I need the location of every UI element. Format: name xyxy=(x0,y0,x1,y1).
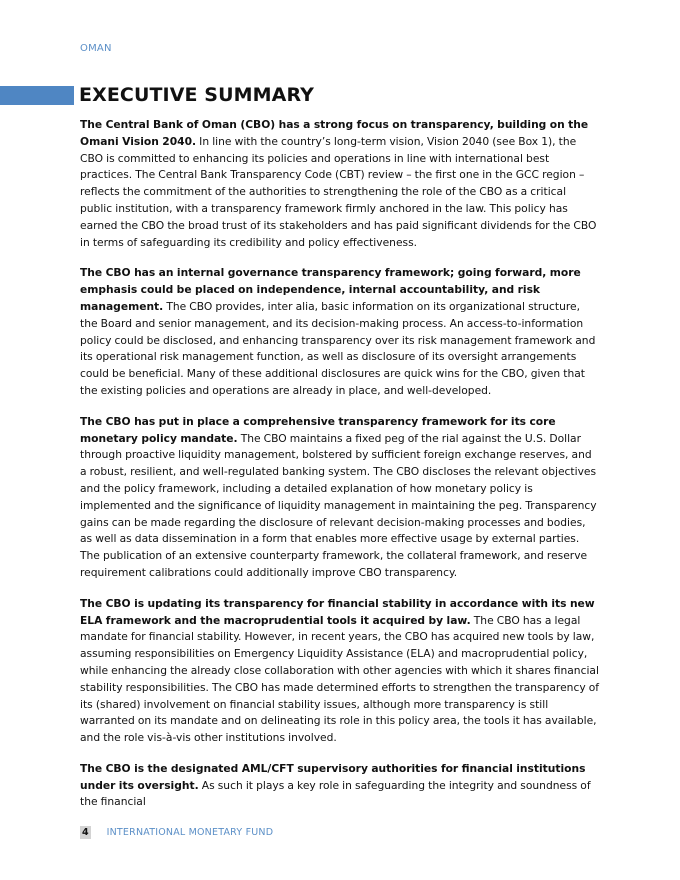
paragraph-internal-governance xyxy=(80,265,600,399)
page-footer xyxy=(80,826,273,839)
paragraph-transparency-focus xyxy=(80,117,600,251)
paragraph-financial-stability xyxy=(80,596,600,747)
footer-publisher: INTERNATIONAL MONETARY FUND xyxy=(106,827,274,838)
section-accent-bar xyxy=(0,86,74,105)
page-number: 4 xyxy=(82,827,89,838)
paragraph-text: The CBO maintains a fixed peg of the rial against the U.S. Dollar through proactive liquidity management, bolstered by sufficient foreign exchange reserves, and a robust, resilient, and well-regulated banking system. The CBO discloses the relevant objectives and the policy framework, including a detailed explanation of how monetary policy is implemented and the significance of liquidity management in maintaining the peg. Transparency gains can be made regarding the disclosure of relevant decision-making processes and bodies, as well as data dissemination in a form that enables more effective usage by external parties. The publication of an extensive counterparty framework, the collateral framework, and reserve requirement calibrations could additionally improve CBO transparency. xyxy=(80,431,597,579)
paragraph-lead: The CBO is updating its transparency for financial stability in accordance with its new ELA framework and the macroprudential tools it acquired by law. xyxy=(80,596,595,627)
paragraph-lead: The CBO has put in place a comprehensive transparency framework for its core monetary policy mandate. xyxy=(80,414,556,445)
paragraph-aml-cft xyxy=(80,761,600,811)
section-title: EXECUTIVE SUMMARY xyxy=(79,84,314,106)
paragraph-text: In line with the country’s long-term vision, Vision 2040 (see Box 1), the CBO is committed to enhancing its policies and operations in line with international best practices. The Central Bank Transparency Code (CBT) review – the first one in the GCC region – reflects the commitment of the authorities to strengthening the role of the CBO as a critical public institution, with a transparency framework firmly anchored in the law. This policy has earned the CBO the broad trust of its stakeholders and has paid significant dividends for the CBO in terms of safeguarding its credibility and policy effectiveness. xyxy=(80,134,597,249)
paragraph-text: The CBO has a legal mandate for financial stability. However, in recent years, the CBO has acquired new tools by law, assuming responsibilities on Emergency Liquidity Assistance (ELA) and macroprudential policy, while enhancing the already close collaboration with other agencies with which it shares financial stability responsibilities. The CBO has made determined efforts to strengthen the transparency of its (shared) involvement on financial stability issues, although more transparency is still warranted on its mandate and on delineating its role in this policy area, the tools it has available, and the role vis-à-vis other institutions involved. xyxy=(80,613,600,745)
body-text xyxy=(80,117,600,809)
paragraph-lead: The CBO is the designated AML/CFT supervisory authorities for financial institutions under its oversight. xyxy=(80,761,586,792)
running-header: OMAN xyxy=(80,43,112,54)
paragraph-text: As such it plays a key role in safeguarding the integrity and soundness of the financial xyxy=(80,778,591,809)
paragraph-text: The CBO provides, inter alia, basic information on its organizational structure, the Board and senior management, and its decision-making process. An access-to-information policy could be disclosed, and enhancing transparency over its risk management framework and its operational risk management function, as well as disclosure of its oversight arrangements could be beneficial. Many of these additional disclosures are quick wins for the CBO, given that the existing policies and operations are already in place, and well-developed. xyxy=(80,299,596,397)
paragraph-lead: The CBO has an internal governance transparency framework; going forward, more emphasis could be placed on independence, internal accountability, and risk management. xyxy=(80,266,581,313)
paragraph-lead: The Central Bank of Oman (CBO) has a strong focus on transparency, building on the Omani Vision 2040. xyxy=(80,118,589,148)
paragraph-monetary-policy xyxy=(80,414,600,582)
